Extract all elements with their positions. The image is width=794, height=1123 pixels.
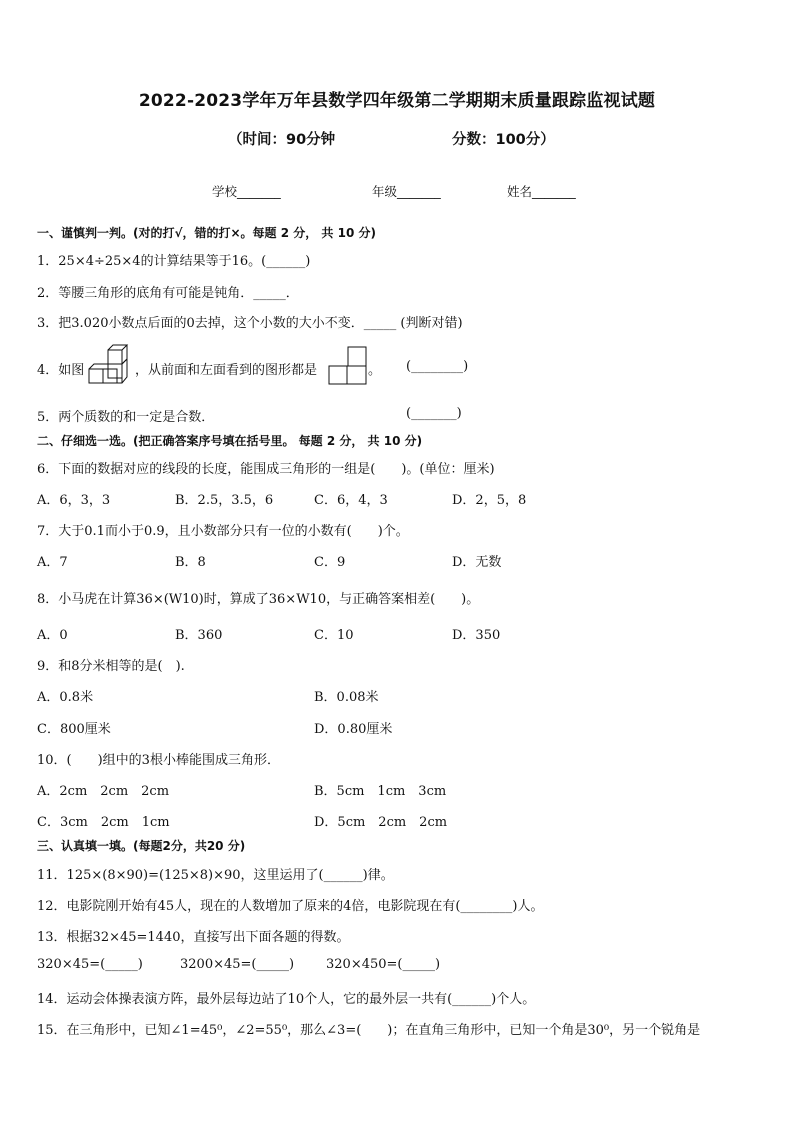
question-4-end: 。 bbox=[368, 363, 382, 378]
question-10: 10．( )组中的3根小棒能围成三角形． bbox=[37, 753, 280, 768]
q9-option-b[interactable]: B．0.08米 bbox=[314, 690, 379, 705]
q7-option-c[interactable]: C．9 bbox=[314, 555, 346, 570]
q7-option-b[interactable]: B．8 bbox=[175, 555, 206, 570]
q6-option-c[interactable]: C．6，4，3 bbox=[314, 493, 388, 508]
name-field: 姓名_______ bbox=[507, 184, 576, 199]
grade-field: 年级_______ bbox=[372, 184, 441, 199]
q10-option-c[interactable]: C．3cm 2cm 1cm bbox=[37, 815, 170, 830]
question-15: 15．在三角形中，已知∠1=45⁰，∠2=55⁰，那么∠3=( )；在直角三角形中，已知一个角是30⁰，另一个锐角是 bbox=[37, 1023, 701, 1038]
question-4-blank[interactable]: (________) bbox=[406, 359, 469, 374]
exam-time: （时间：90分钟 bbox=[228, 132, 336, 148]
q13-item-3[interactable]: 320×450=(_____) bbox=[326, 957, 441, 972]
cube-stack-figure bbox=[88, 344, 134, 388]
school-field: 学校_______ bbox=[212, 184, 281, 199]
q7-option-a[interactable]: A．7 bbox=[37, 555, 68, 570]
q8-option-a[interactable]: A．0 bbox=[37, 628, 68, 643]
q6-option-b[interactable]: B．2.5，3.5，6 bbox=[175, 493, 274, 508]
question-5: 5．两个质数的和一定是合数． bbox=[37, 410, 215, 425]
q9-option-d[interactable]: D．0.80厘米 bbox=[314, 722, 393, 737]
question-11: 11．125×(8×90)=(125×8)×90，这里运用了(______)律。 bbox=[37, 868, 394, 883]
question-9: 9．和8分米相等的是( ). bbox=[37, 659, 185, 674]
question-4-start: 4．如图 bbox=[37, 363, 85, 378]
q8-option-d[interactable]: D．350 bbox=[452, 628, 501, 643]
q7-option-d[interactable]: D．无数 bbox=[452, 555, 502, 570]
q6-option-d[interactable]: D．2，5，8 bbox=[452, 493, 527, 508]
q8-option-c[interactable]: C．10 bbox=[314, 628, 354, 643]
exam-title: 2022-2023学年万年县数学四年级第二学期期末质量跟踪监视试题 bbox=[138, 91, 656, 111]
q10-option-b[interactable]: B．5cm 1cm 3cm bbox=[314, 784, 447, 799]
section3-heading: 三、认真填一填。(每题2分，共20 分) bbox=[37, 839, 246, 853]
q13-item-1[interactable]: 320×45=(_____) bbox=[37, 957, 143, 972]
question-4-middle: ，从前面和左面看到的图形都是 bbox=[135, 363, 318, 378]
section2-heading: 二、仔细选一选。(把正确答案序号填在括号里。 每题 2 分， 共 10 分) bbox=[37, 434, 423, 448]
question-8: 8．小马虎在计算36×(W10)时，算成了36×W10，与正确答案相差( )。 bbox=[37, 592, 480, 607]
question-14: 14．运动会体操表演方阵，最外层每边站了10个人，它的最外层一共有(______)个人。 bbox=[37, 992, 536, 1007]
q9-option-a[interactable]: A．0.8米 bbox=[37, 690, 94, 705]
q8-option-b[interactable]: B．360 bbox=[175, 628, 223, 643]
section1-heading: 一、谨慎判一判。(对的打√，错的打×。每题 2 分， 共 10 分) bbox=[37, 226, 376, 240]
question-7: 7．大于0.1而小于0.9，且小数部分只有一位的小数有( )个。 bbox=[37, 524, 409, 539]
q10-option-a[interactable]: A．2cm 2cm 2cm bbox=[37, 784, 170, 799]
q9-option-c[interactable]: C．800厘米 bbox=[37, 722, 111, 737]
q6-option-a[interactable]: A．6，3，3 bbox=[37, 493, 111, 508]
q13-item-2[interactable]: 3200×45=(_____) bbox=[180, 957, 295, 972]
question-13: 13．根据32×45=1440，直接写出下面各题的得数。 bbox=[37, 930, 350, 945]
exam-score: 分数：100分） bbox=[452, 132, 555, 148]
question-1: 1．25×4÷25×4的计算结果等于16。(______) bbox=[37, 254, 311, 269]
view-shape-figure bbox=[328, 346, 368, 386]
question-2: 2．等腰三角形的底角有可能是钝角．_____． bbox=[37, 286, 299, 301]
question-5-blank[interactable]: (_______) bbox=[406, 406, 462, 421]
question-6: 6．下面的数据对应的线段的长度，能围成三角形的一组是( )。(单位：厘米) bbox=[37, 462, 495, 477]
question-12: 12．电影院刚开始有45人，现在的人数增加了原来的4倍，电影院现在有(________)人。 bbox=[37, 899, 544, 914]
q10-option-d[interactable]: D．5cm 2cm 2cm bbox=[314, 815, 448, 830]
question-3: 3．把3.020小数点后面的0去掉，这个小数的大小不变．_____ (判断对错) bbox=[37, 316, 463, 331]
